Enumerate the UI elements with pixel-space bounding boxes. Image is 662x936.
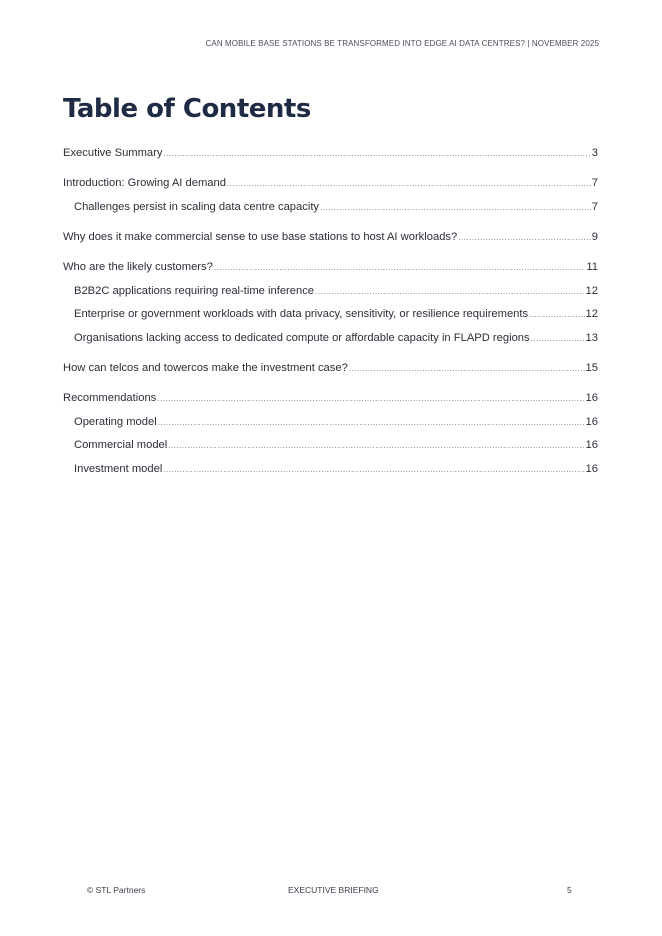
toc-entry-commercial-sense[interactable] [63, 230, 598, 245]
toc-entry-operating-model[interactable] [74, 415, 598, 430]
toc-entry-label: How can telcos and towercos make the investment case? [63, 362, 348, 374]
toc-leader-dots [214, 261, 586, 275]
toc-leader-dots [227, 177, 591, 191]
toc-entry-investment-case[interactable] [63, 361, 598, 376]
footer-copyright: © STL Partners [87, 885, 146, 895]
toc-entry-challenges[interactable] [74, 200, 598, 215]
toc-entry-page: 12 [585, 308, 598, 320]
toc-entry-label: Who are the likely customers? [63, 261, 213, 273]
toc-leader-dots [158, 416, 585, 430]
toc-leader-dots [163, 147, 590, 161]
toc-entry-page: 16 [585, 392, 598, 404]
toc-entry-page: 7 [591, 177, 598, 189]
toc-leader-dots [320, 201, 591, 215]
toc-entry-label: Executive Summary [63, 147, 163, 159]
toc-entry-label: Introduction: Growing AI demand [63, 177, 226, 189]
toc-entry-page: 16 [585, 416, 598, 428]
toc-entry-label: Commercial model [74, 439, 168, 451]
toc-entry-label: Organisations lacking access to dedicated compute or affordable capacity in FLAPD regions [74, 332, 530, 344]
toc-entry-label: Challenges persist in scaling data centre capacity [74, 201, 320, 213]
toc-entry-label: Operating model [74, 416, 157, 428]
toc-entry-page: 3 [591, 147, 598, 159]
toc-entry-page: 13 [585, 332, 598, 344]
toc-entry-page: 12 [585, 285, 598, 297]
toc-entry-page: 16 [585, 439, 598, 451]
toc-entry-investment-model[interactable] [74, 462, 598, 477]
toc-entry-recommendations[interactable] [63, 391, 598, 406]
toc-leader-dots [529, 308, 584, 322]
toc-leader-dots [349, 362, 585, 376]
toc-entry-page: 11 [586, 261, 598, 273]
toc-entry-label: Why does it make commercial sense to use base stations to host AI workloads? [63, 231, 458, 243]
toc-entry-commercial-model[interactable] [74, 438, 598, 453]
toc-leader-dots [157, 392, 584, 406]
toc-entry-page: 9 [591, 231, 598, 243]
toc-leader-dots [168, 439, 584, 453]
toc-entry-introduction[interactable] [63, 176, 598, 191]
footer-document-type: EXECUTIVE BRIEFING [288, 885, 379, 895]
toc-entry-page: 15 [585, 362, 598, 374]
toc-entry-executive-summary[interactable] [63, 146, 598, 161]
toc-entry-likely-customers[interactable] [63, 260, 598, 275]
running-header: CAN MOBILE BASE STATIONS BE TRANSFORMED INTO EDGE AI DATA CENTRES? | NOVEMBER 2025 [205, 39, 599, 48]
toc-entry-b2b2c[interactable] [74, 284, 598, 299]
toc-leader-dots [163, 463, 584, 477]
footer-page-number: 5 [567, 885, 572, 895]
toc-entry-page: 7 [591, 201, 598, 213]
toc-entry-organisations-flapd[interactable] [74, 331, 598, 346]
toc-entry-label: Investment model [74, 463, 163, 475]
toc-entry-enterprise-government[interactable] [74, 307, 598, 322]
toc-leader-dots [531, 332, 585, 346]
toc-entry-label: Enterprise or government workloads with data privacy, sensitivity, or resilience requirements [74, 308, 529, 320]
toc-entry-label: Recommendations [63, 392, 157, 404]
toc-entry-label: B2B2C applications requiring real-time inference [74, 285, 315, 297]
toc-entry-page: 16 [585, 463, 598, 475]
toc-leader-dots [315, 285, 585, 299]
toc-leader-dots [458, 231, 591, 245]
page-title: Table of Contents [63, 94, 311, 124]
